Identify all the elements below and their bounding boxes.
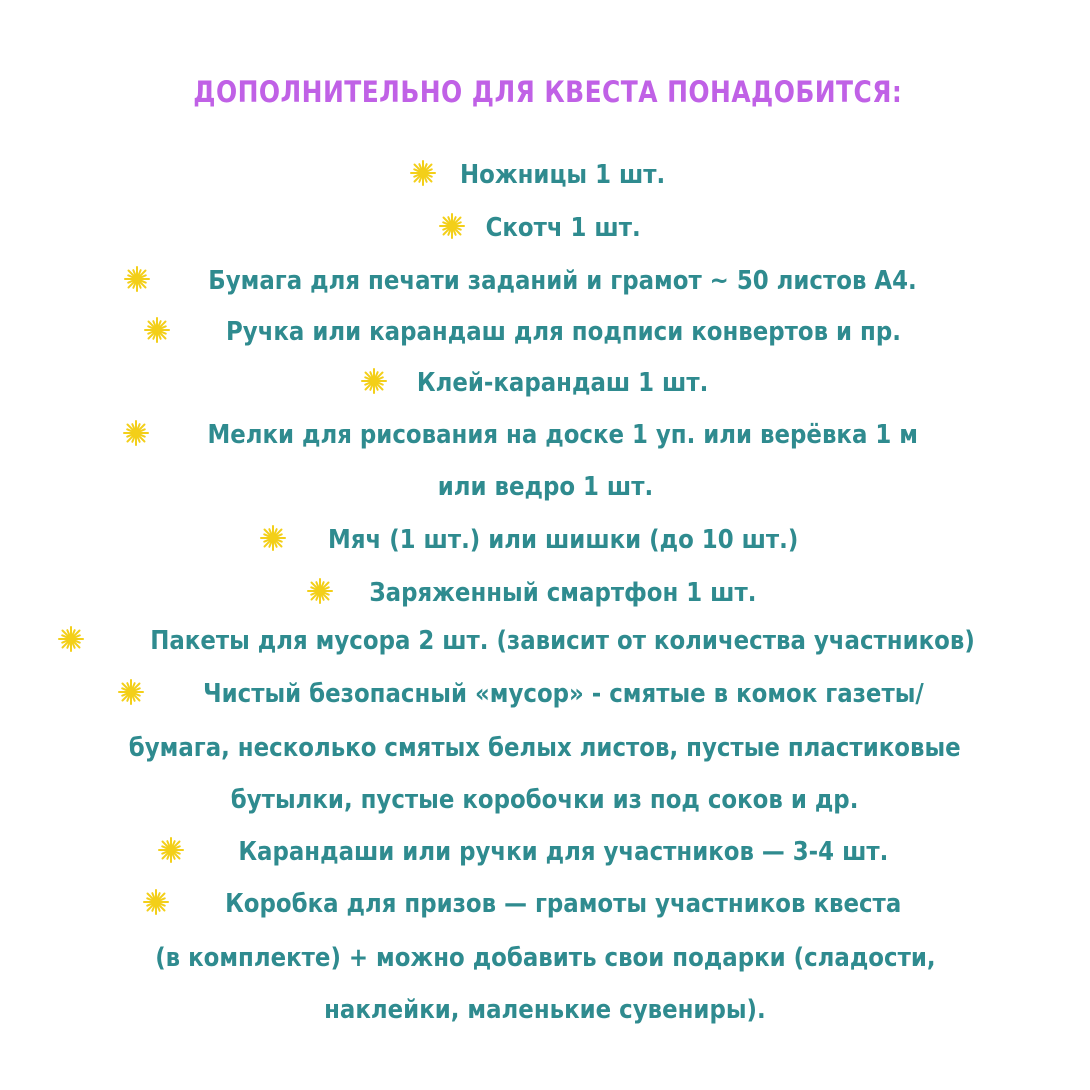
list-item-text: Бумага для печати заданий и грамот ~ 50 листов А4. (208, 266, 918, 296)
list-item (0, 415, 1090, 455)
list-item-text: Ножницы 1 шт. (460, 160, 666, 190)
sunburst-icon (144, 317, 170, 343)
list-item-text: Пакеты для мусора 2 шт. (зависит от количества участников) (150, 626, 976, 656)
list-item (0, 832, 1090, 872)
list-item (0, 312, 1090, 352)
list-item-text: бутылки, пустые коробочки из под соков и др. (231, 785, 859, 815)
list-item-text: или ведро 1 шт. (437, 472, 653, 502)
list-item (0, 261, 1090, 301)
list-item (0, 674, 1090, 714)
list-item-text: Мелки для рисования на доске 1 уп. или верёвка 1 м (207, 420, 919, 450)
sunburst-icon (307, 578, 333, 604)
list-item (0, 573, 1090, 613)
sunburst-icon (124, 266, 150, 292)
list-item-text: наклейки, маленькие сувениры). (324, 995, 766, 1025)
list-item-text: (в комплекте) + можно добавить свои подарки (сладости, (154, 943, 936, 973)
list-item (0, 155, 1090, 195)
list-item-text: Ручка или карандаш для подписи конвертов и пр. (225, 317, 901, 347)
list-item (0, 884, 1090, 924)
sunburst-icon (158, 837, 184, 863)
list-item-text: Клей-карандаш 1 шт. (417, 368, 709, 398)
list-item (0, 520, 1090, 560)
page-title: ДОПОЛНИТЕЛЬНО ДЛЯ КВЕСТА ПОНАДОБИТСЯ: (193, 75, 903, 109)
list-item-continuation (0, 990, 1090, 1030)
list-item-text: Скотч 1 шт. (485, 213, 641, 243)
list-item-continuation (0, 780, 1090, 820)
list-item-continuation (0, 467, 1090, 507)
sunburst-icon (439, 213, 465, 239)
sunburst-icon (58, 626, 84, 652)
list-item-text: Коробка для призов — грамоты участников квеста (224, 889, 902, 919)
list-item (0, 363, 1090, 403)
list-item-text: Заряженный смартфон 1 шт. (369, 578, 757, 608)
list-item-text: Карандаши или ручки для участников — 3-4 шт. (237, 837, 888, 867)
list-item-text: бумага, несколько смятых белых листов, пустые пластиковые (129, 733, 961, 763)
sunburst-icon (118, 679, 144, 705)
list-item-continuation (0, 728, 1090, 768)
sunburst-icon (410, 160, 436, 186)
sunburst-icon (143, 889, 169, 915)
list-item (0, 621, 1090, 661)
sunburst-icon (361, 368, 387, 394)
list-item-continuation (0, 938, 1090, 978)
sunburst-icon (123, 420, 149, 446)
sunburst-icon (260, 525, 286, 551)
list-item-text: Мяч (1 шт.) или шишки (до 10 шт.) (327, 525, 799, 555)
list-item (0, 208, 1090, 248)
list-item-text: Чистый безопасный «мусор» - смятые в комок газеты/ (202, 679, 924, 709)
